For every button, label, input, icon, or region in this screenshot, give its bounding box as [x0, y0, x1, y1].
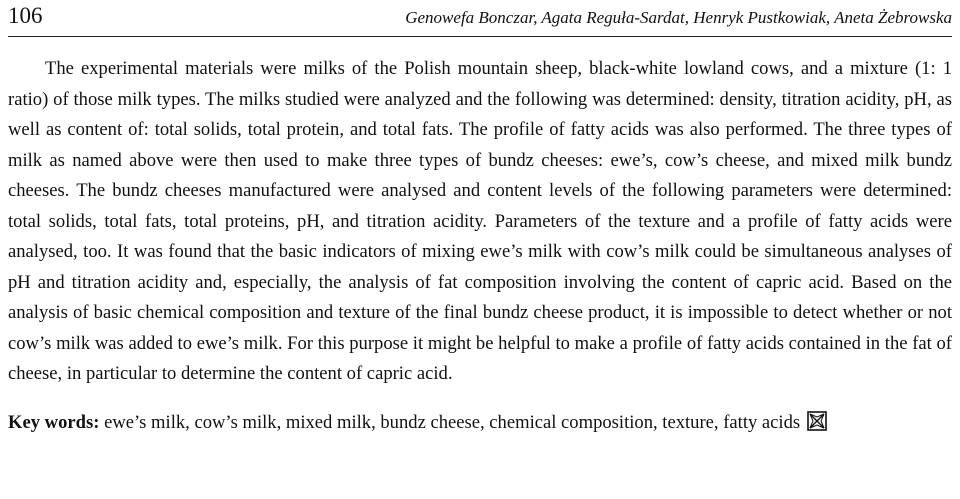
keywords-text: ewe’s milk, cow’s milk, mixed milk, bundz cheese, chemical composition, texture, fatty acids — [104, 411, 801, 433]
decorative-end-mark-icon — [807, 411, 827, 431]
article-page — [8, 0, 952, 438]
keywords-section — [8, 408, 952, 439]
page-header — [8, 0, 952, 37]
keywords-label: Key words: — [8, 411, 100, 433]
abstract-text: The experimental materials were milks of the Polish mountain sheep, black-white lowland cows, and a mixture (1: 1 ratio) of those milk types. The milks studied were analyzed and the following was determined: density, titration acidity, pH, as well as content of: total solids, total protein, and total fats. The profile of fatty acids was also performed. The three types of milk as named above were then used to make three types of bundz cheeses: ewe’s, cow’s cheese, and mixed milk bundz cheeses. The bundz cheeses manufactured were analysed and content levels of the following parameters were determined: total solids, total fats, total proteins, pH, and titration acidity. Parameters of the texture and a profile of fatty acids were analysed, too. It was found that the basic indicators of mixing ewe’s milk with cow’s milk could be simultaneous analyses of pH and titration acidity and, especially, the analysis of fat composition involving the content of capric acid. Based on the analysis of basic chemical composition and texture of the final bundz cheese product, it is impossible to detect whether or not cow’s milk was added to ewe’s milk. For this purpose it might be helpful to make a profile of fatty acids contained in the fat of cheese, in particular to determine the content of capric acid. — [8, 58, 952, 384]
abstract — [8, 54, 952, 390]
page-number: 106 — [8, 3, 43, 28]
running-head-authors: Genowefa Bonczar, Agata Reguła-Sardat, Henryk Pustkowiak, Aneta Żebrowska — [405, 8, 952, 27]
